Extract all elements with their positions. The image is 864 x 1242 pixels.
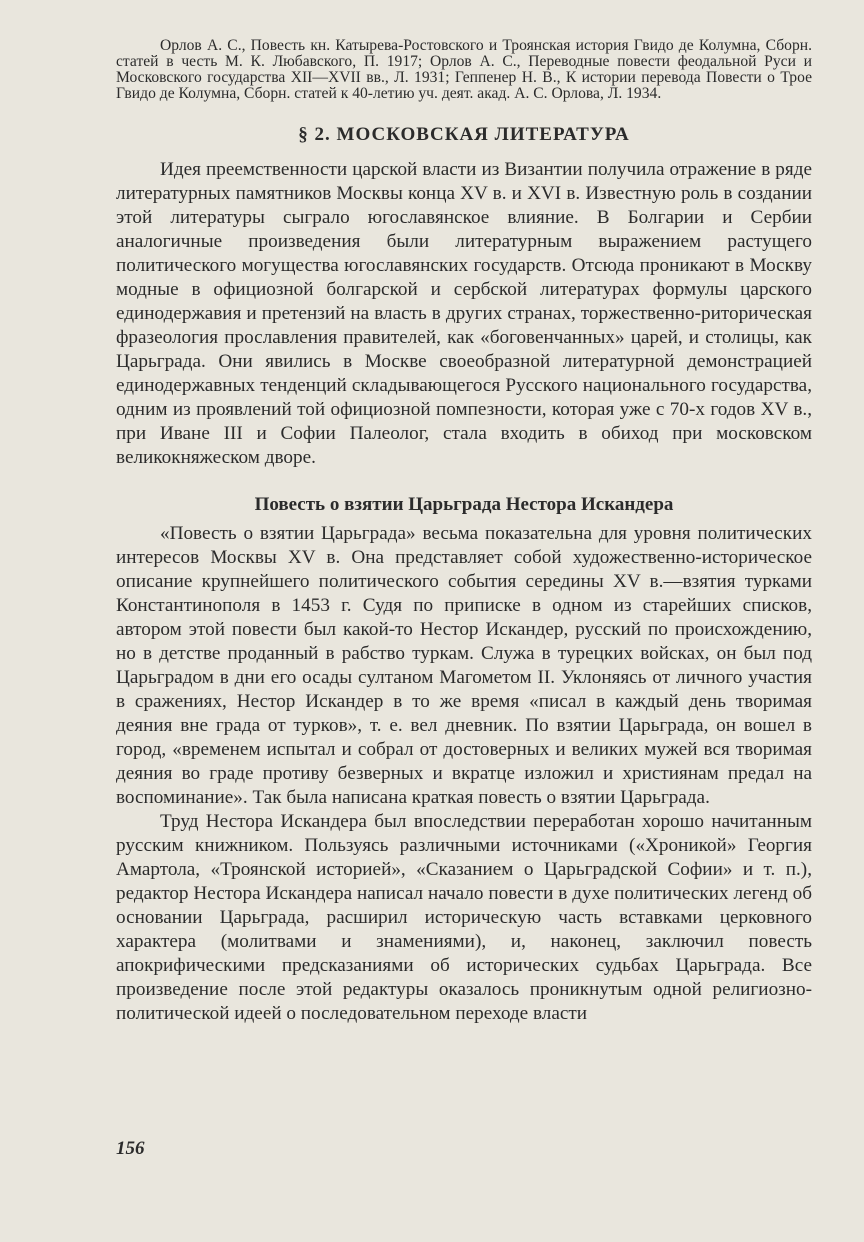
subsection-body — [116, 522, 812, 1026]
paragraph: Идея преемственности царской власти из Византии получила отражение в ряде литературных памятников Москвы конца XV в. и XVI в. Известную роль в создании этой литературы сыграло югославянское влияние. В Болгарии и Сербии аналогичные произведения были литературным выражением растущего политического могущества югославянских государств. Отсюда проникают в Москву модные в официозной болгарской и сербской литературах формулы царского единодержавия и претензий на власть в других странах, торжественно-риторическая фразеология прославления правителей, как «боговенчанных» царей, и столицы, как Царьграда. Они явились в Москве своеобразной литературной демонстрацией единодержавных тенденций складывающегося Русского национального государства, одним из проявлений той официозной помпезности, которая уже с 70-х годов XV в., при Иване III и Софии Палеолог, стала входить в обиход при московском великокняжеском дворе. — [116, 159, 812, 468]
paragraph: Труд Нестора Искандера был впоследствии переработан хорошо начитанным русским книжником. Пользуясь различными источниками («Хроникой» Георгия Амартола, «Троянской историей», «Сказанием о Царьградской Софии» и т. п.), редактор Нестора Искандера написал начало повести в духе политических легенд об основании Царьграда, расширил историческую часть вставками церковного характера (молитвами и знамениями), и, наконец, заключил повесть апокрифическими предсказаниями об исторических судьбах Царьграда. Все произведение после этой редактуры оказалось проникнутым одной религиозно-политической идеей о последовательном переходе власти — [116, 811, 812, 1024]
page-number: 156 — [116, 1138, 145, 1159]
section-title: § 2. МОСКОВСКАЯ ЛИТЕРАТУРА — [298, 124, 630, 145]
bibliography-entry: Орлов А. С., Повесть кн. Катырева-Ростовского и Троянская история Гвидо де Колумна, Сборн. статей в честь М. К. Любавского, П. 1917; Орлов А. С., Переводные повести феодальной Руси и Московского государства XII—XVII вв., Л. 1931; Геппенер Н. В., К истории перевода Повести о Трое Гвидо де Колумна, Сборн. статей к 40-летию уч. деят. акад. А. С. Орлова, Л. 1934. — [116, 37, 812, 102]
bibliography — [116, 38, 812, 102]
paragraph: «Повесть о взятии Царьграда» весьма показательна для уровня политических интересов Москвы XV в. Она представляет собой художественно-историческое описание крупнейшего политического события середины XV в.—взятия турками Константинополя в 1453 г. Судя по приписке в одном из старейших списков, автором этой повести был какой-то Нестор Искандер, русский по происхождению, но в детстве проданный в рабство туркам. Служа в турецких войсках, он был под Царьградом в дни его осады султаном Магометом II. Уклоняясь от личного участия в сражениях, Нестор Искандер в то же время «писал в каждый день творимая деяния вне града от турков», т. е. вел дневник. По взятии Царьграда, он вошел в город, «временем испытал и собрал от достоверных и великих мужей вся творимая деяния во граде противу безверных и вкратце изложил и християнам предал на воспоминание». Так была написана краткая повесть о взятии Царьграда. — [116, 523, 812, 808]
section-body — [116, 158, 812, 470]
subsection-title: Повесть о взятии Царьграда Нестора Искандера — [254, 494, 674, 515]
